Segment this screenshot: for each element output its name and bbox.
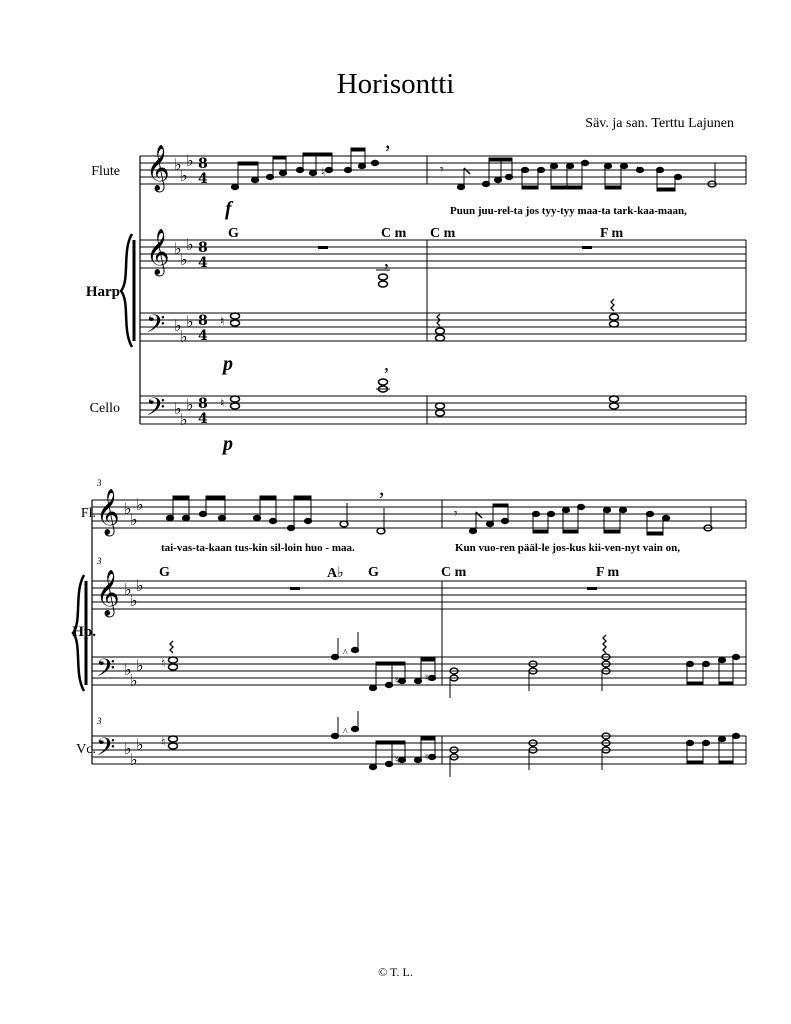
system-2	[73, 475, 746, 777]
svg-text:♭: ♭	[136, 495, 144, 514]
system-1	[121, 128, 746, 429]
svg-text:♭: ♭	[124, 499, 132, 518]
copyright-footer: © T. L.	[378, 965, 413, 979]
chord-symbol: C m	[381, 226, 407, 241]
measure-number: 3	[97, 478, 102, 488]
svg-text:4: 4	[198, 328, 208, 344]
svg-text:4: 4	[198, 411, 208, 427]
svg-text:♭: ♭	[136, 656, 144, 675]
svg-text:♭: ♭	[174, 239, 182, 258]
arpeggio-icon	[603, 635, 606, 653]
svg-text:♭: ♭	[186, 395, 194, 414]
instrument-label-flute-short: Fl.	[80, 506, 96, 521]
chord-symbol: C m	[430, 226, 456, 241]
svg-text:4: 4	[198, 255, 208, 271]
flute-measure-1	[231, 128, 390, 190]
page-title: Horisontti	[336, 68, 455, 100]
svg-text:,: ,	[385, 128, 391, 153]
svg-text:♭: ♭	[186, 151, 194, 170]
svg-text:♭: ♭	[186, 312, 194, 331]
chord-symbol: F m	[600, 226, 624, 241]
svg-text:♮: ♮	[395, 755, 399, 766]
svg-text:♮: ♮	[220, 396, 225, 410]
svg-text:,: ,	[384, 353, 389, 375]
svg-text:♭: ♭	[180, 410, 188, 429]
whole-rest-icon	[587, 587, 597, 590]
instrument-label-cello-short: Vc.	[76, 742, 96, 757]
chord-symbol: A♭	[327, 566, 344, 581]
svg-text:♮: ♮	[425, 673, 429, 684]
bass-clef-icon: 𝄢	[96, 654, 116, 689]
svg-text:♭: ♭	[124, 580, 132, 599]
dynamic-marking-flute: f	[225, 198, 232, 220]
svg-text:^: ^	[343, 727, 348, 738]
bass-clef-icon: 𝄢	[146, 310, 166, 345]
chord-symbol: F m	[596, 565, 620, 580]
svg-text:.: .	[636, 157, 639, 171]
bass-clef-icon: 𝄢	[96, 733, 116, 768]
svg-text:♭: ♭	[174, 155, 182, 174]
svg-text:♭: ♭	[180, 250, 188, 269]
chord-symbol: G	[228, 226, 239, 241]
whole-rest-icon	[318, 246, 328, 249]
svg-text:♭: ♭	[130, 591, 138, 610]
chord-symbol: G	[368, 565, 379, 580]
flute-measure-4	[454, 504, 712, 535]
svg-text:𝄾: 𝄾	[454, 507, 458, 522]
svg-text:,: ,	[384, 249, 389, 271]
svg-text:♭: ♭	[124, 660, 132, 679]
svg-text:4: 4	[198, 171, 208, 187]
staff-harp-treble	[140, 240, 746, 268]
svg-text:♭: ♭	[124, 739, 132, 758]
svg-text:♮: ♮	[220, 314, 225, 328]
brace-icon	[73, 575, 84, 691]
svg-text:♮: ♮	[161, 656, 166, 670]
svg-text:^: ^	[343, 648, 348, 659]
arpeggio-icon	[611, 299, 614, 311]
chord-symbol: C m	[441, 565, 467, 580]
treble-clef-icon: 𝄞	[146, 145, 170, 191]
svg-text:,: ,	[379, 475, 385, 500]
flute-measure-3	[166, 475, 385, 534]
svg-text:♭: ♭	[180, 166, 188, 185]
cello-chords	[220, 353, 619, 416]
whole-rest-icon	[582, 246, 592, 249]
svg-text:8: 8	[198, 240, 208, 256]
cello-measures	[161, 711, 740, 777]
chord-symbol: G	[159, 565, 170, 580]
dynamic-marking-cello: p	[223, 433, 233, 455]
arpeggio-icon	[170, 641, 173, 653]
lyrics-line: Puun juu-rel-ta jos tyy-tyy maa-ta tark-kaa-maan,	[450, 205, 687, 217]
measure-number: 3	[97, 556, 102, 566]
treble-clef-icon: 𝄞	[96, 489, 120, 535]
svg-text:♭: ♭	[180, 327, 188, 346]
instrument-label-cello: Cello	[89, 401, 120, 416]
instrument-label-harp: Harp	[85, 284, 120, 300]
svg-text:♮: ♮	[425, 752, 429, 763]
instrument-label-harp-short: Hp.	[72, 624, 96, 640]
svg-text:8: 8	[198, 156, 208, 172]
brace-icon	[121, 234, 132, 347]
lyrics-line: Kun vuo-ren pääl-le jos-kus kii-ven-nyt vain on,	[455, 542, 681, 554]
bass-clef-icon: 𝄢	[146, 393, 166, 428]
measure-number: 3	[97, 716, 102, 726]
composer-credit: Säv. ja san. Terttu Lajunen	[585, 116, 734, 131]
svg-text:♭: ♭	[136, 735, 144, 754]
svg-text:♭: ♭	[130, 510, 138, 529]
whole-rest-icon	[290, 587, 300, 590]
instrument-label-flute: Flute	[91, 164, 120, 179]
svg-text:♭: ♭	[130, 671, 138, 690]
staff-harp-treble	[92, 581, 746, 609]
svg-text:♭: ♭	[174, 399, 182, 418]
svg-text:𝄾: 𝄾	[440, 163, 444, 178]
key-signature-flats	[174, 151, 194, 429]
harp-bass-measures	[161, 632, 740, 698]
lyrics-line: tai-vas-ta-kaan tus-kin sil-loin huo - maa.	[161, 542, 355, 554]
flute-measure-2	[440, 157, 716, 191]
svg-text:♭: ♭	[136, 576, 144, 595]
dynamic-marking-harp: p	[223, 353, 233, 375]
key-signature-flats	[124, 495, 144, 769]
svg-text:♮: ♮	[321, 165, 326, 179]
treble-clef-icon: 𝄞	[146, 229, 170, 275]
treble-clef-icon: 𝄞	[96, 570, 120, 616]
svg-text:♭: ♭	[186, 235, 194, 254]
svg-text:♮: ♮	[161, 735, 166, 749]
svg-text:♮: ♮	[395, 676, 399, 687]
svg-text:♭: ♭	[130, 750, 138, 769]
svg-text:♭: ♭	[174, 316, 182, 335]
svg-text:8: 8	[198, 313, 208, 329]
svg-text:8: 8	[198, 396, 208, 412]
time-signature	[198, 156, 208, 427]
